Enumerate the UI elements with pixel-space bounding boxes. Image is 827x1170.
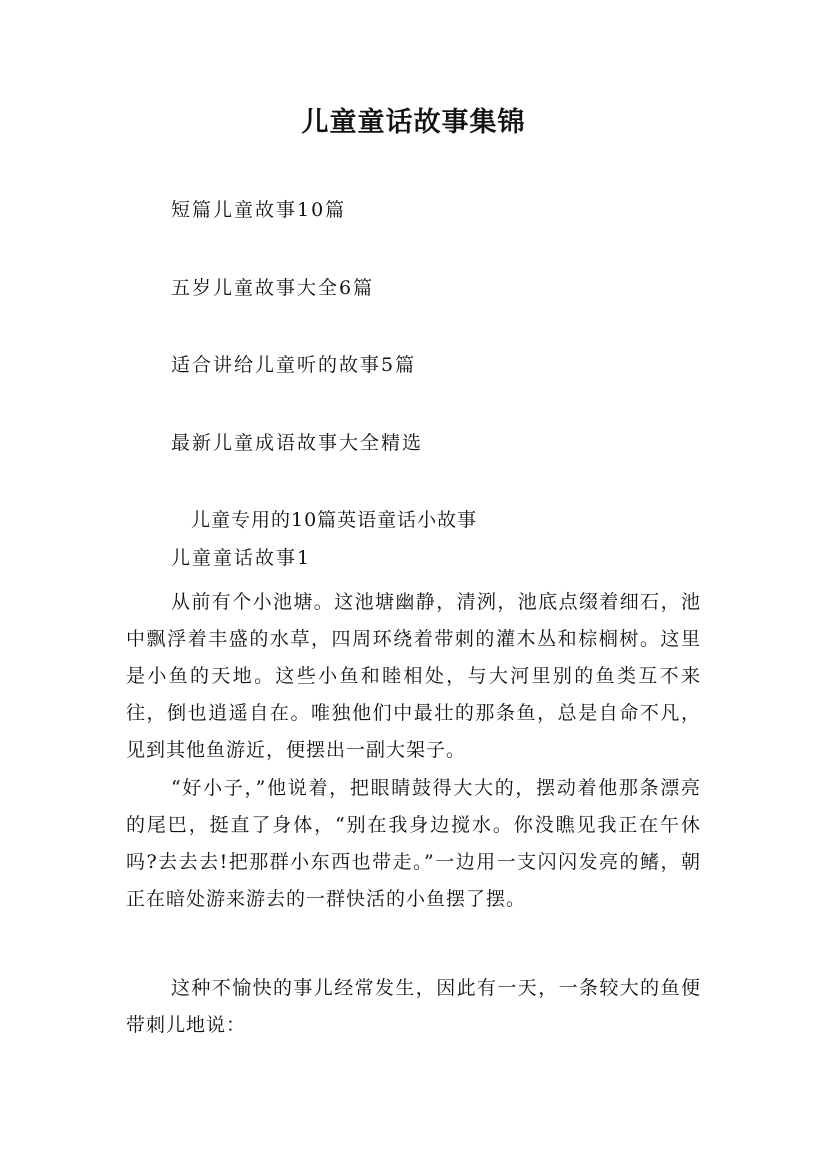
story-paragraph: 这种不愉快的事儿经常发生，因此有一天，一条较大的鱼便带刺儿地说： xyxy=(126,977,701,1036)
toc-item: 儿童专用的10篇英语童话小故事 xyxy=(191,509,478,531)
document-title: 儿童童话故事集锦 xyxy=(301,107,526,138)
toc-item: 短篇儿童故事10篇 xyxy=(171,199,347,221)
story-heading: 儿童童话故事1 xyxy=(171,547,312,569)
toc-item: 适合讲给儿童听的故事5篇 xyxy=(171,354,417,376)
toc-item: 最新儿童成语故事大全精选 xyxy=(171,432,424,454)
story-paragraph: 从前有个小池塘。这池塘幽静，清洌，池底点缀着细石，池中飘浮着丰盛的水草，四周环绕着带刺的灌木丛和棕榈树。这里是小鱼的天地。这些小鱼和睦相处，与大河里别的鱼类互不来往，倒也逍遥自在。唯独他们中最壮的那条鱼，总是自命不凡，见到其他鱼游近，便摆出一副大架子。 xyxy=(126,591,701,761)
toc-item: 五岁儿童故事大全6篇 xyxy=(171,277,375,299)
story-paragraph: “好小子，”他说着，把眼睛鼓得大大的，摆动着他那条漂亮的尾巴，挺直了身体，“别在我身边搅水。你没瞧见我正在午休吗?去去去!把那群小东西也带走。”一边用一支闪闪发亮的鳍，朝正在暗处游来游去的一群快活的小鱼摆了摆。 xyxy=(126,777,701,910)
